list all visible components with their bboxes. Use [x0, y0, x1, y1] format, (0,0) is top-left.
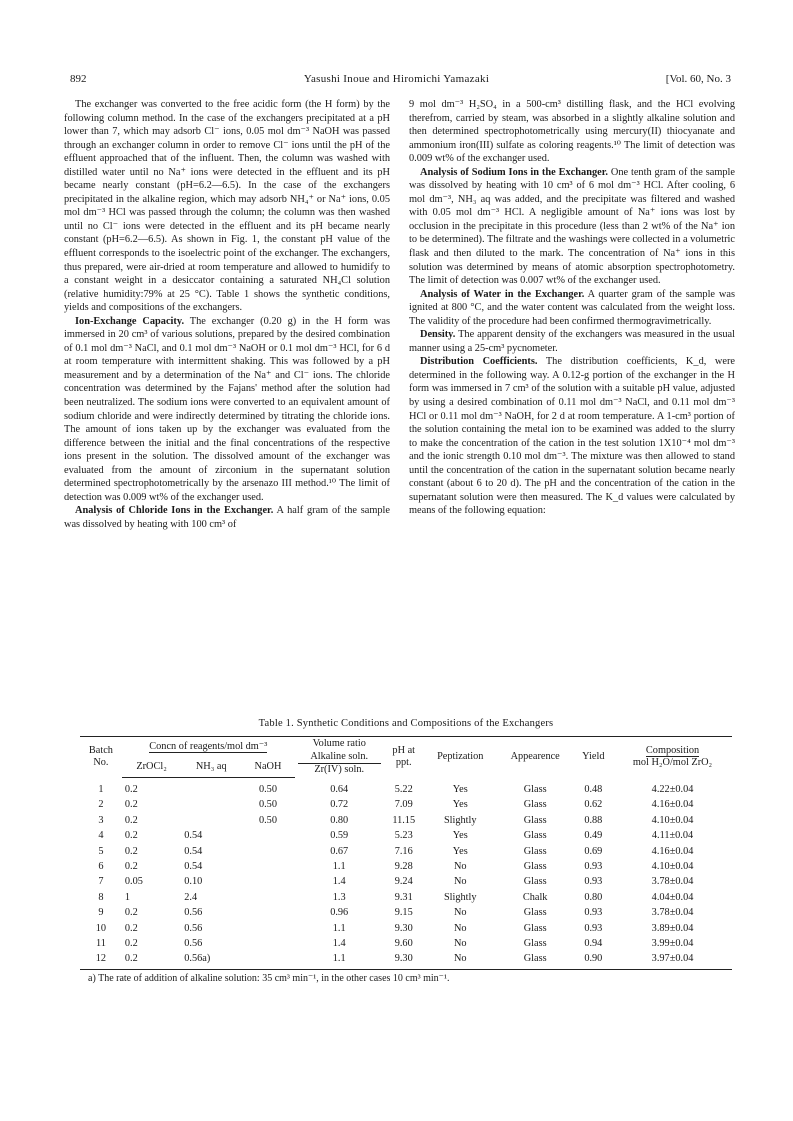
header-ph-line1: pH at — [392, 744, 416, 756]
cell-naoh — [241, 874, 295, 889]
cell-batch-no: 3 — [98, 814, 104, 826]
cell-peptization: Yes — [452, 783, 468, 795]
cell-ph: 9.24 — [394, 876, 413, 888]
table-row — [80, 828, 732, 843]
header-volume-ratio-denominator: Zr(IV) soln. — [314, 764, 365, 775]
cell-naoh — [241, 936, 295, 951]
section-heading: Analysis of Chloride Ions in the Exchanger. — [75, 505, 274, 517]
cell-yield: 0.62 — [584, 799, 603, 811]
cell-yield: 0.94 — [584, 938, 603, 950]
header-batch-no — [80, 737, 122, 778]
table-caption: Table 1. Synthetic Conditions and Compositions of the Exchangers — [258, 718, 554, 729]
cell-peptization: No — [453, 876, 467, 888]
cell-ph: 5.22 — [394, 783, 413, 795]
section-text: The apparent density of the exchangers was measured in the usual manner using a 25-cm³ pycnometer. — [409, 329, 735, 354]
cell-volume-ratio: 1.1 — [332, 861, 346, 873]
section-text: The distribution coefficients, K_d, were determined in the following way. A 0.12-g portion of the exchanger in the H form was immersed in 7 cm³ of the solution with a suitable pH value, adjusted by using a desired combination of 0.11 mol dm⁻³ NaCl, and 0.11 mol dm⁻³ HCl or 0.11 mol dm⁻³ NaOH, for 2 d at room temperature. A 1-cm³ portion of the solution containing the metal ion to be examined was added to the slurry to make the concentration of the cation in the test solution 1X10⁻⁴ mol dm⁻³ and the ionic strength 0.10 mol dm⁻³. The mixture was then allowed to stand until the concentration of the cation in the supernatant solution became nearly constant (about 6 to 20 d). The pH and the concentration of the cation in the supernatant solution were then measured. The K_d values were calculated by means of the following equation: — [409, 356, 735, 517]
cell-nh3: 0.54 — [184, 845, 203, 857]
cell-naoh — [241, 859, 295, 874]
cell-peptization: Yes — [452, 830, 468, 842]
cell-appearance: Glass — [523, 907, 547, 919]
section-heading: Ion-Exchange Capacity. — [75, 315, 185, 327]
section-text: The exchanger (0.20 g) in the H form was immersed in 20 cm³ of various solutions, prepared by the desired combination of 0.1 mol dm⁻³ NaCl, and 0.1 mol dm⁻³ NaOH or 0.1 mol dm⁻³ HCl, for 6 d at room temperature with intermittent shaking. This was followed by a pH measurement and by a determination of the Na⁺ and Cl⁻ ions. The chloride concentration was determined by the Fajans' method after the solution had been neutralized. The sodium ions were converted to an equivalent amount of sodium chloride and were indirectly determined by titrating the chloride ions. The amount of ions taken up by the exchanger was evaluated from the difference between the initial and the final concentrations of the respective ions present in the solution. The dissolved amount of the exchanger was evaluated from the amount of zirconium in the supernatant solution determined spectrophotometrically by the arsenazo III method.¹⁰ The limit of detection was 0.009 wt% of the exchanger used. — [64, 315, 391, 503]
cell-volume-ratio: 0.72 — [330, 799, 349, 811]
cell-volume-ratio: 1.4 — [332, 938, 346, 950]
section-chloride-analysis — [64, 504, 390, 531]
cell-appearance: Glass — [523, 861, 547, 873]
cell-peptization: No — [453, 938, 467, 950]
header-appearance: Appearence — [497, 737, 574, 778]
cell-batch-no: 5 — [98, 845, 104, 857]
cell-zrocl2: 0.2 — [122, 951, 181, 969]
cell-nh3: 0.56 — [184, 938, 203, 950]
cell-volume-ratio: 1.4 — [332, 876, 346, 888]
synthetic-conditions-table — [80, 736, 732, 970]
section-heading: Distribution Coefficients. — [420, 356, 538, 368]
table-row — [80, 890, 732, 905]
cell-batch-no: 9 — [98, 907, 104, 919]
cell-ph: 7.09 — [394, 799, 413, 811]
cell-batch-no: 1 — [98, 783, 104, 795]
table-body — [80, 778, 732, 970]
cell-peptization: Yes — [452, 845, 468, 857]
cell-ph: 9.30 — [384, 951, 424, 969]
section-text: A half gram of the sample was dissolved by heating with 100 cm³ of — [64, 505, 391, 530]
cell-appearance: Glass — [523, 783, 547, 795]
cell-ph: 9.28 — [394, 861, 413, 873]
paragraph-chloride-continued: 9 mol dm⁻³ H₂SO₄ in a 500-cm³ distilling flask, and the HCl evolving therefrom, carried by steam, was absorbed in a slightly alkaline solution and then determined spectrophotometrically using mercury(II) thiocyanate and ammonium iron(III) sulfate as coloring reagents.¹⁰ The limit of detection was 0.009 wt% of the exchanger used. — [409, 99, 735, 165]
cell-peptization: Yes — [452, 799, 468, 811]
cell-naoh: 0.50 — [258, 814, 277, 826]
cell-peptization: No — [453, 922, 467, 934]
cell-composition: 4.10±0.04 — [651, 814, 694, 826]
cell-ph: 7.16 — [394, 845, 413, 857]
cell-ph: 9.31 — [394, 891, 413, 903]
cell-naoh — [241, 844, 295, 859]
cell-zrocl2: 0.2 — [124, 845, 138, 857]
cell-nh3: 0.54 — [184, 830, 203, 842]
table-1 — [80, 718, 732, 984]
cell-nh3 — [181, 778, 241, 798]
table-footnote: a) The rate of addition of alkaline solution: 35 cm³ min⁻¹, in the other cases 10 cm³ min⁻¹. — [88, 972, 450, 984]
section-heading: Analysis of Sodium Ions in the Exchanger. — [420, 166, 608, 178]
paragraph-exchanger-conversion: The exchanger was converted to the free acidic form (the H form) by the following column method. In the case of the exchangers precipitated at a pH lower than 7, which may adsorb Cl⁻ ions, 0.05 mol dm⁻³ NaOH was passed through an exchanger column in order to remove Cl⁻ ions until the pH of the effluent approached that of the influent. Then, the column was washed with distilled water until no Na⁺ ions were detected in the effluent and its pH became nearly constant (pH=6.2—6.5). In the case of the exchangers precipitated in the alkaline region, which may adsorb NH₄⁺ or Na⁺ ions, 0.05 mol dm⁻³ HCl was passed through the column; the column was then washed until no Cl⁻ ions were detected in the effluent and its pH became nearly constant (pH=6.2—6.5). As shown in Fig. 1, the constant pH value of the effluent corresponds to the isoelectric point of the exchanger. The exchangers, thus prepared, were air-dried at room temperature and allowed to humidify to a constant weight in a desiccator containing a saturated NH₄Cl solution (relative humidity:79% at 25 °C). Table 1 shows the synthetic conditions, yields and compositions of the exchangers. — [64, 99, 390, 314]
cell-zrocl2: 1 — [124, 891, 131, 903]
header-naoh: NaOH — [241, 757, 295, 778]
cell-yield: 0.93 — [584, 907, 603, 919]
cell-appearance: Glass — [523, 799, 547, 811]
cell-batch-no: 7 — [98, 876, 104, 888]
section-sodium-analysis — [409, 166, 735, 288]
cell-appearance: Glass — [523, 876, 547, 888]
header-composition — [613, 737, 732, 778]
section-water-analysis — [409, 288, 735, 329]
header-ph-line2: ppt. — [395, 757, 412, 769]
cell-composition: 3.89±0.04 — [651, 922, 694, 934]
cell-appearance: Glass — [523, 845, 547, 857]
cell-peptization: No — [453, 907, 467, 919]
header-ph — [384, 737, 424, 778]
cell-naoh — [241, 951, 295, 969]
cell-nh3: 0.10 — [184, 876, 203, 888]
cell-volume-ratio: 0.64 — [330, 783, 349, 795]
cell-yield: 0.69 — [584, 845, 603, 857]
cell-batch-no: 4 — [98, 830, 104, 842]
cell-appearance: Glass — [497, 951, 574, 969]
table-row — [80, 874, 732, 889]
section-heading: Density. — [420, 329, 456, 341]
cell-naoh — [241, 828, 295, 843]
cell-nh3 — [181, 813, 241, 828]
cell-naoh — [241, 905, 295, 920]
cell-peptization: Slightly — [443, 814, 477, 826]
cell-appearance: Glass — [523, 814, 547, 826]
cell-composition: 3.78±0.04 — [651, 907, 694, 919]
cell-batch-no: 8 — [98, 891, 104, 903]
header-volume-ratio-numerator: Alkaline soln. — [298, 751, 381, 765]
section-text: A quarter gram of the sample was ignited at 800 °C, and the water content was calculated from the weight loss. The validity of the procedure had been confirmed thermogravimetrically. — [409, 288, 735, 327]
cell-yield: 0.93 — [584, 861, 603, 873]
cell-appearance: Chalk — [522, 891, 548, 903]
cell-zrocl2: 0.2 — [124, 814, 138, 826]
cell-nh3: 0.56a) — [181, 951, 241, 969]
cell-composition: 4.16±0.04 — [651, 799, 694, 811]
cell-volume-ratio: 1.3 — [332, 891, 346, 903]
cell-ph: 9.30 — [394, 922, 413, 934]
table-row — [80, 844, 732, 859]
table-row — [80, 905, 732, 920]
cell-volume-ratio: 0.96 — [330, 907, 349, 919]
header-no: No. — [93, 757, 109, 769]
cell-appearance: Glass — [523, 830, 547, 842]
cell-nh3: 0.56 — [184, 922, 203, 934]
left-column — [64, 98, 390, 532]
cell-zrocl2: 0.2 — [124, 784, 138, 795]
section-ion-exchange-capacity — [64, 315, 390, 505]
cell-naoh — [241, 890, 295, 905]
cell-nh3: 0.54 — [184, 861, 203, 873]
header-composition-unit: mol H₂O/mol ZrO₂ — [632, 757, 713, 769]
cell-yield: 0.88 — [584, 814, 603, 826]
table-row — [80, 778, 732, 798]
section-density — [409, 328, 735, 355]
header-volume-ratio — [295, 737, 384, 778]
table-row — [80, 936, 732, 951]
cell-peptization: Slightly — [443, 891, 477, 903]
cell-ph: 9.60 — [394, 938, 413, 950]
cell-zrocl2: 0.05 — [124, 876, 143, 888]
header-zrocl2: ZrOCl₂ — [122, 757, 181, 778]
cell-zrocl2: 0.2 — [124, 938, 138, 950]
cell-batch-no: 2 — [98, 799, 104, 811]
cell-volume-ratio: 0.80 — [330, 814, 349, 826]
cell-appearance: Glass — [523, 922, 547, 934]
table-row — [80, 813, 732, 828]
cell-naoh: 0.50 — [258, 799, 277, 811]
cell-yield: 0.93 — [584, 876, 603, 888]
cell-yield: 0.90 — [574, 951, 613, 969]
cell-yield: 0.49 — [584, 830, 603, 842]
header-concn-label: Concn of reagents/mol dm⁻³ — [149, 740, 268, 752]
header-batch: Batch — [88, 744, 113, 756]
cell-batch-no: 10 — [95, 922, 107, 934]
right-column — [409, 98, 735, 518]
cell-volume-ratio: 0.67 — [330, 845, 349, 857]
cell-naoh: 0.50 — [258, 784, 277, 795]
cell-composition: 4.22±0.04 — [651, 783, 694, 795]
table-row — [80, 951, 732, 969]
cell-volume-ratio: 1.1 — [332, 922, 346, 934]
cell-zrocl2: 0.2 — [124, 907, 138, 919]
cell-yield: 0.48 — [584, 783, 603, 795]
header-yield: Yield — [574, 737, 613, 778]
cell-composition: 4.10±0.04 — [651, 861, 694, 873]
page-number: 892 — [70, 73, 87, 85]
header-peptization: Peptization — [424, 737, 497, 778]
section-heading: Analysis of Water in the Exchanger. — [420, 288, 585, 300]
cell-yield: 0.80 — [584, 891, 603, 903]
cell-yield: 0.93 — [584, 922, 603, 934]
header-volume-ratio-label: Volume ratio — [312, 738, 366, 749]
cell-zrocl2: 0.2 — [124, 830, 138, 842]
cell-composition: 3.78±0.04 — [651, 876, 694, 888]
header-composition-label: Composition — [645, 744, 700, 756]
cell-batch-no: 12 — [80, 951, 122, 969]
cell-composition: 4.11±0.04 — [651, 830, 694, 842]
cell-volume-ratio: 1.1 — [295, 951, 384, 969]
section-text: One tenth gram of the sample was dissolved by heating with 10 cm³ of 6 mol dm⁻³ HCl. After cooling, 6 mol dm⁻³, NH₃ aq was added, and the precipitate was filtered and washed with 0.05 mol dm⁻³ HCl. A negligible amount of Na⁺ ions was lost by occlusion in the precipitate in this procedure (less than 2 wt% of the Na⁺ ion to be determined). The filtrate and the washings were collected in a volumetric flask and then diluted to the mark. The concentration of Na⁺ ions in this solution was determined by means of atomic absorption spectrophotometry. The limit of detection was 0.007 wt% of the exchanger used. — [409, 166, 735, 287]
cell-batch-no: 11 — [95, 938, 106, 950]
running-head-authors: Yasushi Inoue and Hiromichi Yamazaki — [303, 73, 490, 85]
table-row — [80, 797, 732, 812]
cell-composition: 4.16±0.04 — [651, 845, 694, 857]
cell-composition: 3.97±0.04 — [613, 951, 732, 969]
cell-nh3: 0.56 — [184, 907, 203, 919]
cell-zrocl2: 0.2 — [124, 922, 138, 934]
cell-nh3 — [181, 797, 241, 812]
journal-volume: [Vol. 60, No. 3 — [665, 73, 731, 85]
cell-ph: 11.15 — [392, 814, 416, 826]
cell-composition: 3.99±0.04 — [651, 938, 694, 950]
cell-nh3: 2.4 — [184, 891, 198, 903]
cell-ph: 9.15 — [394, 907, 413, 919]
cell-composition: 4.04±0.04 — [651, 891, 694, 903]
cell-zrocl2: 0.2 — [124, 861, 138, 873]
cell-batch-no: 6 — [98, 861, 104, 873]
cell-peptization: No — [453, 861, 467, 873]
cell-appearance: Glass — [523, 938, 547, 950]
table-row — [80, 921, 732, 936]
cell-ph: 5.23 — [394, 830, 413, 842]
header-nh3: NH₃ aq — [181, 757, 241, 778]
cell-peptization: No — [424, 951, 497, 969]
table-row — [80, 859, 732, 874]
section-distribution-coefficients — [409, 355, 735, 518]
cell-zrocl2: 0.2 — [124, 799, 138, 811]
cell-volume-ratio: 0.59 — [330, 830, 349, 842]
header-concn-group — [122, 737, 295, 758]
cell-naoh — [241, 921, 295, 936]
